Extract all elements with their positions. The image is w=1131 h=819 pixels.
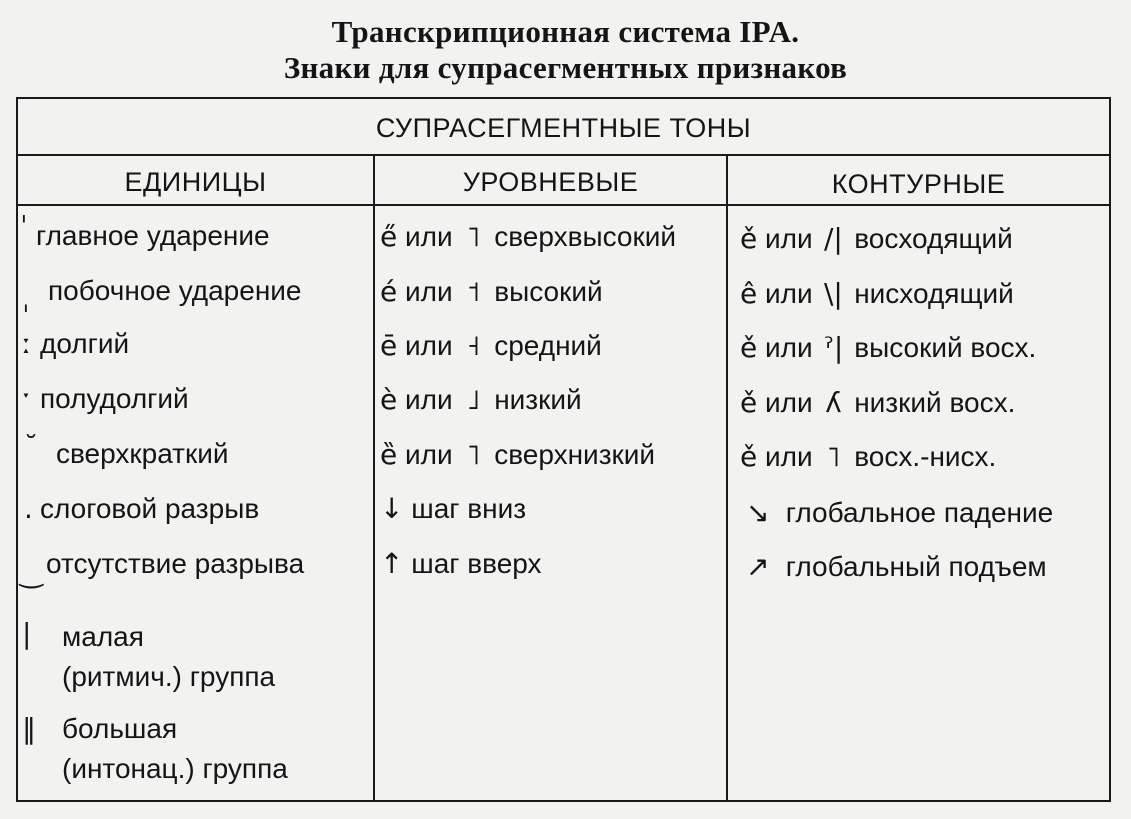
tone-letter-icon: ʎ bbox=[825, 386, 842, 419]
tone-letter-icon: ˀ| bbox=[823, 331, 844, 364]
half-long-mark: ˑ bbox=[22, 382, 32, 415]
tone-letter-icon: ˩ bbox=[466, 383, 481, 416]
list-item: e̋ или ˥ сверхвысокий bbox=[380, 220, 677, 253]
list-item: ȅ или ˥ сверхнизкий bbox=[380, 438, 656, 471]
list-item: отсутствие разрыва bbox=[46, 548, 305, 579]
list-item: ê или \| нисходящий bbox=[740, 277, 1014, 310]
tone-letter-icon: ˥ bbox=[466, 438, 481, 471]
column-divider-2 bbox=[726, 155, 728, 802]
primary-stress-mark: ˈ bbox=[20, 210, 28, 243]
long-mark: ː bbox=[22, 327, 32, 360]
list-item: ↓ шаг вниз bbox=[380, 492, 527, 525]
list-item: долгий bbox=[40, 328, 130, 359]
tone-letter-icon: ˧ bbox=[466, 329, 481, 362]
list-item: большая bbox=[62, 713, 178, 744]
tone-letter-icon: \| bbox=[823, 277, 843, 310]
tone-letter-icon: ˦ bbox=[466, 275, 481, 308]
syllable-break-mark: . bbox=[24, 492, 33, 525]
column-header-contour: КОНТУРНЫЕ bbox=[831, 169, 1006, 199]
list-item: ě или ˀ| высокий восх. bbox=[740, 331, 1037, 364]
list-item: (ритмич.) группа bbox=[62, 661, 276, 692]
list-item: ě или ʎ низкий восх. bbox=[740, 386, 1016, 419]
list-item: слоговой разрыв bbox=[40, 493, 260, 524]
suprasegmental-table bbox=[16, 97, 1111, 802]
extra-short-mark: ˘ bbox=[24, 430, 38, 463]
page-title: Транскрипционная система IPA. bbox=[331, 14, 800, 49]
list-item: (интонац.) группа bbox=[62, 753, 288, 784]
major-group-mark: ‖ bbox=[22, 712, 36, 745]
up-arrow-icon: ↑ bbox=[380, 547, 404, 580]
down-right-arrow-icon: ↘ bbox=[746, 496, 770, 529]
column-header-units: ЕДИНИЦЫ bbox=[124, 167, 267, 197]
list-item: ē или ˧ средний bbox=[380, 329, 602, 362]
secondary-stress-mark: ˌ bbox=[22, 282, 30, 315]
page-subtitle: Знаки для супрасегментных признаков bbox=[283, 50, 848, 85]
list-item: сверхкраткий bbox=[56, 438, 229, 469]
header-divider bbox=[18, 154, 1109, 156]
column-header-divider bbox=[18, 204, 1109, 206]
list-item: ↗ глобальный подъем bbox=[746, 550, 1047, 583]
list-item: ě или /| восходящий bbox=[740, 222, 1013, 255]
linking-mark: ‿ bbox=[20, 556, 43, 589]
down-arrow-icon: ↓ bbox=[380, 492, 404, 525]
tone-letter-icon: ˥ bbox=[466, 220, 481, 253]
column-header-level: УРОВНЕВЫЕ bbox=[462, 167, 639, 197]
column-divider-1 bbox=[373, 155, 375, 802]
up-right-arrow-icon: ↗ bbox=[746, 550, 770, 583]
minor-group-mark: | bbox=[22, 617, 32, 650]
list-item: полудолгий bbox=[40, 383, 189, 414]
list-item: ě или ˥ восх.-нисх. bbox=[740, 440, 997, 473]
list-item: é или ˦ высокий bbox=[380, 275, 603, 308]
list-item: побочное ударение bbox=[48, 275, 302, 306]
list-item: ↘ глобальное падение bbox=[746, 496, 1054, 529]
tone-letter-icon: /| bbox=[823, 222, 843, 255]
tone-letter-icon: ˥ bbox=[826, 440, 841, 473]
list-item: главное ударение bbox=[36, 220, 270, 251]
list-item: малая bbox=[62, 621, 144, 652]
list-item: è или ˩ низкий bbox=[380, 383, 582, 416]
table-header: СУПРАСЕГМЕНТНЫЕ ТОНЫ bbox=[375, 113, 752, 143]
list-item: ↑ шаг вверх bbox=[380, 547, 542, 580]
